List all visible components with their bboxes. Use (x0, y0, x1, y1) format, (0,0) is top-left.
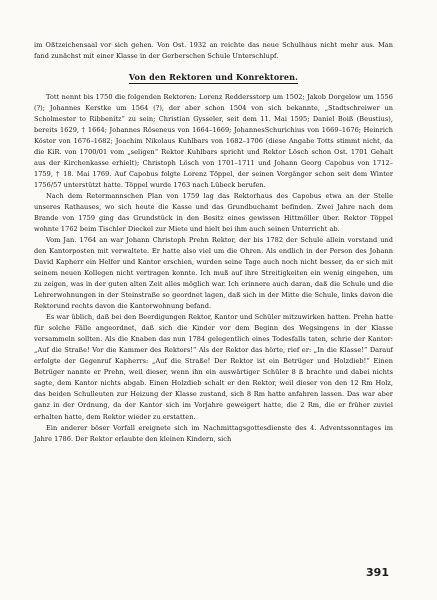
page-number: 391 (366, 566, 389, 579)
body-text (34, 40, 393, 445)
paragraph-vorfall: Ein anderer böser Vorfall ereignete sich im Nachmittagsgottesdienste des 4. Adventssonntages im Jahre 1786. Der Rektor erlaubte den kleinen Kindern, sich (34, 423, 393, 443)
paragraph-beerdigungen: Es war üblich, daß bei den Beerdigungen Rektor, Kantor und Schüler mitzuwirken hatten. Prehn hatte für solche Fälle angeordnet, daß sich die Kinder vor dem Beginn des Wegsingens in der Klasse versammeln sollten. Als die Knaben das nun 1784 gelegentlich eines Todesfalls taten, schrie der Kantor: „Auf die Straße! Vor die Kammer des Rektors!“ Als der Rektor das hörte, rief er: „In die Klasse!“ Darauf erfolgte der Gegenruf Kapherrs: „Auf die Straße! Der Rektor ist ein Betrüger und Holzdieb!“ Einen Betrüger nannte er Prehn, weil dieser, wenn ihn ein auswärtiger Schüler 8 ß brachte und dabei nichts sagte, dem Kantor nichts abgab. Einen Holzdieb schalt er den Rektor, weil dieser von den 12 Rm Holz, das beiden Schulleuten zur Heizung der Klasse zustand, sich 8 Rm hatte anfahren lassen. Das war aber ganz in der Ordnung, da der Kantor sich im Vorjahre geweigert hatte, die 2 Rm, die er früher zuviel erhalten hatte, dem Rektor wieder zu erstatten. (34, 313, 393, 421)
paragraph-rektoren-list: Tott nennt bis 1750 die folgenden Rektoren: Lorenz Reddersstorp um 1502; Jakob Dorgelow um 1556 (?); Johannes Kerstke um 1564 (?), der aber schon 1504 von sich bekannte, „Stadtschreiwer un Scholmester to Ribbenitz“ zu sein; Christian Gysseler, seit dem 11. Mai 1595; Daniel Boiß (Beustius), bereits 1629, † 1664; Johannes Röseneus von 1664–1669; JohannesSchurichius von 1669–1676; Heinrich Köster von 1676–1682; Joachim Nikolaus Kuhlbars von 1682–1706 (diese Angabe Totts stimmt nicht, da die KiR. von 1700/01 vom „seligen“ Rektor Kuhlbars spricht und Rektor Lösch schon Ost. 1701 Gehalt aus der Kirchenkasse erhielt); Christoph Lösch von 1701–1711 und Johann Georg Capobus von 1712–1759, † 18. Mai 1769. Auf Capobus folgte Lorenz Töppel, der seinen Vorgänger schon seit dem Winter 1756/57 unterstützt hatte. Töppel wurde 1763 nach Lübeck berufen. (34, 93, 393, 190)
section-heading (34, 72, 393, 83)
section-heading-text: Von den Rektoren und Konrektoren. (128, 72, 299, 83)
paragraph-rektorhaus: Nach dem Retermannschen Plan von 1759 lag das Rektorhaus des Capobus etwa an der Stelle unseres Rathauses, wo sich heute die Kasse und das Grundbuchamt befinden. Zwei Jahre nach dem Brande von 1759 ging das Grundstück in den Besitz eines gewissen Hittmöller über. Rektor Töppel wohnte 1762 beim Tischler Dieckel zur Miete und hielt bei ihm auch seinen Unterricht ab. (34, 192, 393, 234)
intro-paragraph: im Oßtzeichensaal vor sich gehen. Von Ost. 1932 an reichte das neue Schulhaus nicht mehr aus. Man fand zunächst mit einer Klasse in der Gerberschen Schule Unterschlupf. (34, 41, 393, 61)
paragraph-prehn: Vom Jan. 1764 an war Johann Christoph Prehn Rektor, der bis 1782 der Schule allein vorstand und den Kantorposten mit verwaltete. Er hatte also viel um die Ohren. Als endlich in der Person des Johann David Kapherr ein Helfer und Kantor erschien, wurden seine Tage auch noch nicht besser, da er sich mit seinem neuen Kollegen nicht vertragen konnte. Ich muß auf ihre Streitigkeiten ein wenig eingehen, um zu zeigen, was in der guten alten Zeit alles möglich war. Ich erinnere auch daran, daß die Schule und die Lehrerwohnungen in der Steinstraße so geordnet lagen, daß sich in der Mitte die Schule, links davon die Rektorund rechts davon die Kantorwohnung befand. (34, 236, 393, 311)
